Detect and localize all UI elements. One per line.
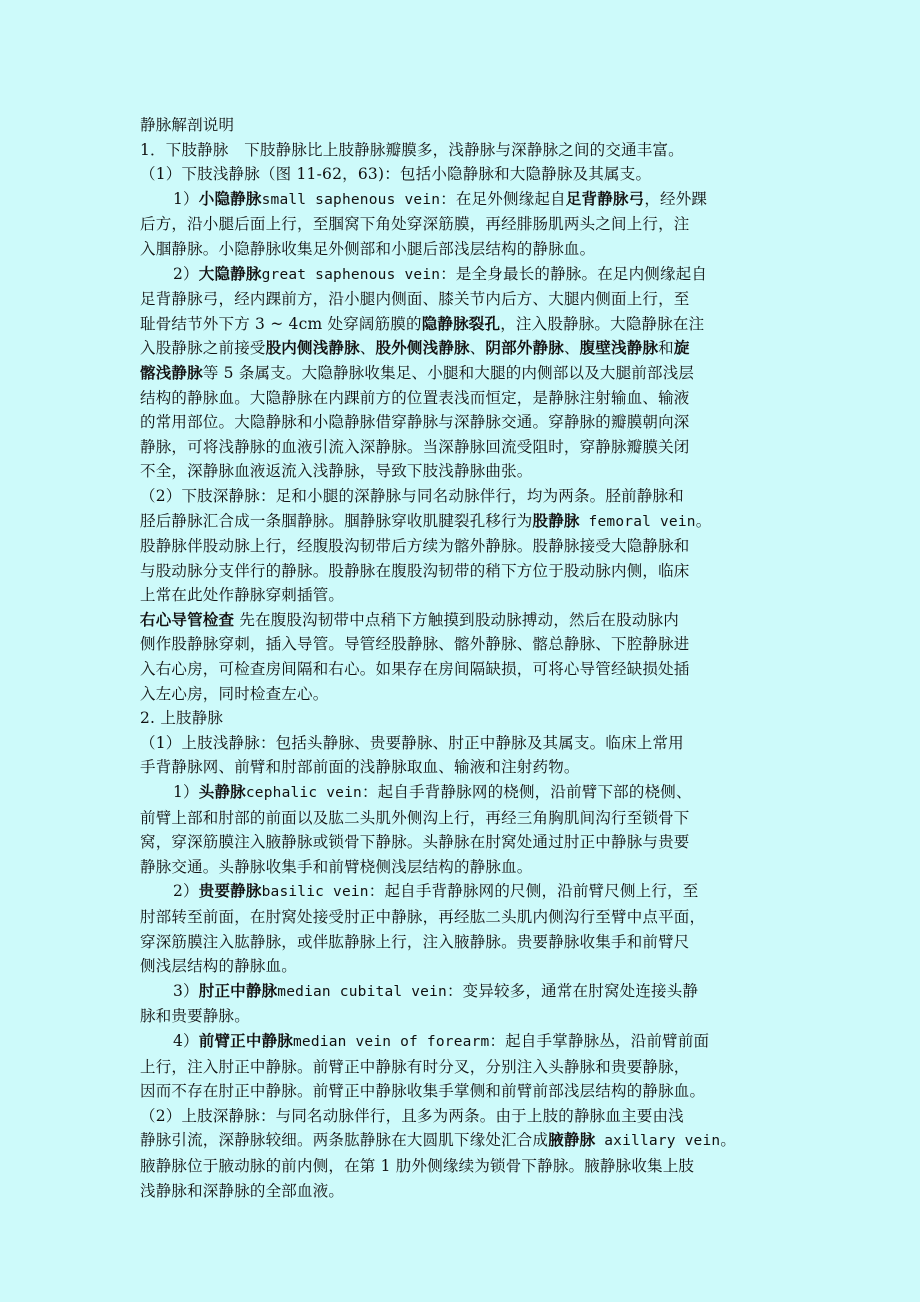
great-saphenous-line-1: 2）大隐静脉great saphenous vein：是全身最长的静脉。在足内侧缘起自 <box>173 263 708 283</box>
great-saphenous-line-2: 足背静脉弓，经内踝前方，沿小腿内侧面、膝关节内后方、大腿内侧面上行，至 <box>140 290 690 309</box>
term-right-heart-catheter: 右心导管检查 <box>140 609 235 629</box>
cephalic-line-2: 前臂上部和肘部的前面以及肱二头肌外侧沟上行，再经三角胸肌间沟行至锁骨下 <box>140 808 690 827</box>
deep-upper-line-4: 浅静脉和深静脉的全部血液。 <box>140 1181 345 1200</box>
catheter-line-3: 入右心房，可检查房间隔和右心。如果存在房间隔缺损，可将心导管经缺损处插 <box>140 660 690 679</box>
catheter-line-1: 右心导管检查 先在腹股沟韧带中点稍下方触摸到股动脉搏动，然后在股动脉内 <box>140 609 679 629</box>
great-saphenous-line-7: 的常用部位。大隐静脉和小隐静脉借穿静脉与深静脉交通。穿静脉的瓣膜朝向深 <box>140 413 690 432</box>
deep-lower-line-3: 股静脉伴股动脉上行，经腹股沟韧带后方续为髂外静脉。股静脉接受大隐静脉和 <box>140 537 690 556</box>
catheter-line-4: 入左心房，同时检查左心。 <box>140 684 329 703</box>
small-saphenous-line-3: 入腘静脉。小隐静脉收集足外侧部和小腿后部浅层结构的静脉血。 <box>140 239 596 258</box>
great-saphenous-line-3: 耻骨结节外下方 3 ~ 4cm 处穿阔筋膜的隐静脉裂孔，注入股静脉。大隐静脉在注 <box>140 313 705 333</box>
deep-lower-line-4: 与股动脉分支伴行的静脉。股静脉在腹股沟韧带的稍下方位于股动脉内侧，临床 <box>140 561 690 580</box>
section-2-heading: 2. 上肢静脉 <box>140 709 224 728</box>
term-basilic: 贵要静脉 <box>198 881 262 901</box>
great-saphenous-line-8: 静脉，可将浅静脉的血液引流入深静脉。当深静脉回流受阻时，穿静脉瓣膜关闭 <box>140 437 690 456</box>
doc-title: 静脉解剖说明 <box>140 116 235 134</box>
great-saphenous-line-4: 入股静脉之前接受股内侧浅静脉、股外侧浅静脉、阴部外静脉、腹壁浅静脉和旋 <box>140 338 690 358</box>
great-saphenous-line-5: 髂浅静脉等 5 条属支。大隐静脉收集足、小腿和大腿的内侧部以及大腿前部浅层 <box>140 362 695 382</box>
deep-lower-line-1: （2）下肢深静脉：足和小腿的深静脉与同名动脉伴行，均为两条。胫前静脉和 <box>140 486 684 505</box>
deep-lower-line-2: 胫后静脉汇合成一条腘静脉。腘静脉穿收肌腱裂孔移行为股静脉 femoral vein。 <box>140 510 712 530</box>
median-cubital-line-2: 脉和贵要静脉。 <box>140 1007 250 1026</box>
median-forearm-line-2: 上行，注入肘正中静脉。前臂正中静脉有时分叉，分别注入头静脉和贵要静脉， <box>140 1057 690 1076</box>
catheter-line-2: 侧作股静脉穿刺，插入导管。导管经股静脉、髂外静脉、髂总静脉、下腔静脉进 <box>140 635 690 654</box>
term-median-forearm: 前臂正中静脉 <box>198 1030 293 1050</box>
deep-upper-line-2: 静脉引流，深静脉较细。两条肱静脉在大圆肌下缘处汇合成腋静脉 axillary vein。 <box>140 1130 737 1150</box>
term-median-cubital: 肘正中静脉 <box>198 980 278 1000</box>
small-saphenous-line-2: 后方，沿小腿后面上行，至腘窝下角处穿深筋膜，再经腓肠肌两头之间上行，注 <box>140 215 690 234</box>
cephalic-line-3: 窝，穿深筋膜注入腋静脉或锁骨下静脉。头静脉在肘窝处通过肘正中静脉与贵要 <box>140 833 690 852</box>
term-cephalic: 头静脉 <box>198 782 246 802</box>
great-saphenous-line-9: 不全，深静脉血液返流入浅静脉，导致下肢浅静脉曲张。 <box>140 462 533 481</box>
median-forearm-line-3: 因而不存在肘正中静脉。前臂正中静脉收集手掌侧和前臂前部浅层结构的静脉血。 <box>140 1082 706 1101</box>
cephalic-line-1: 1）头静脉cephalic vein：起自手背静脉网的桡侧，沿前臂下部的桡侧、 <box>173 782 692 802</box>
deep-upper-line-3: 腋静脉位于腋动脉的前内侧，在第 1 肋外侧缘续为锁骨下静脉。腋静脉收集上肢 <box>140 1156 695 1175</box>
basilic-line-1: 2）贵要静脉basilic vein：起自手背静脉网的尺侧，沿前臂尺侧上行，至 <box>173 881 699 901</box>
deep-lower-line-5: 上常在此处作静脉穿刺插管。 <box>140 586 345 605</box>
term-great-saphenous: 大隐静脉 <box>198 263 262 283</box>
upper-superficial-line-2: 手背静脉网、前臂和肘部前面的浅静脉取血、输液和注射药物。 <box>140 758 580 777</box>
basilic-line-4: 侧浅层结构的静脉血。 <box>140 957 298 976</box>
deep-upper-line-1: （2）上肢深静脉：与同名动脉伴行，且多为两条。由于上肢的静脉血主要由浅 <box>140 1106 684 1125</box>
great-saphenous-line-6: 结构的静脉血。大隐静脉在内踝前方的位置表浅而恒定，是静脉注射输血、输液 <box>140 388 690 407</box>
cephalic-line-4: 静脉交通。头静脉收集手和前臂桡侧浅层结构的静脉血。 <box>140 857 533 876</box>
basilic-line-2: 肘部转至前面，在肘窝处接受肘正中静脉，再经肱二头肌内侧沟行至臂中点平面， <box>140 908 706 926</box>
upper-superficial-line-1: （1）上肢浅静脉：包括头静脉、贵要静脉、肘正中静脉及其属支。临床上常用 <box>140 733 684 752</box>
basilic-line-3: 穿深筋膜注入肱静脉，或伴肱静脉上行，注入腋静脉。贵要静脉收集手和前臂尺 <box>140 932 690 951</box>
section-1-1-heading: （1）下肢浅静脉（图 11-62，63)：包括小隐静脉和大隐静脉及其属支。 <box>140 165 652 184</box>
median-cubital-line-1: 3）肘正中静脉median cubital vein：变异较多，通常在肘窝处连接头静 <box>173 980 699 1000</box>
median-forearm-line-1: 4）前臂正中静脉median vein of forearm：起自手掌静脉丛，沿前臂前面 <box>173 1030 710 1050</box>
term-small-saphenous: 小隐静脉 <box>198 188 262 208</box>
section-1-heading: 1．下肢静脉 下肢静脉比上肢静脉瓣膜多，浅静脉与深静脉之间的交通丰富。 <box>140 140 684 159</box>
small-saphenous-line-1: 1）小隐静脉small saphenous vein：在足外侧缘起自足背静脉弓，经外踝 <box>173 188 708 208</box>
